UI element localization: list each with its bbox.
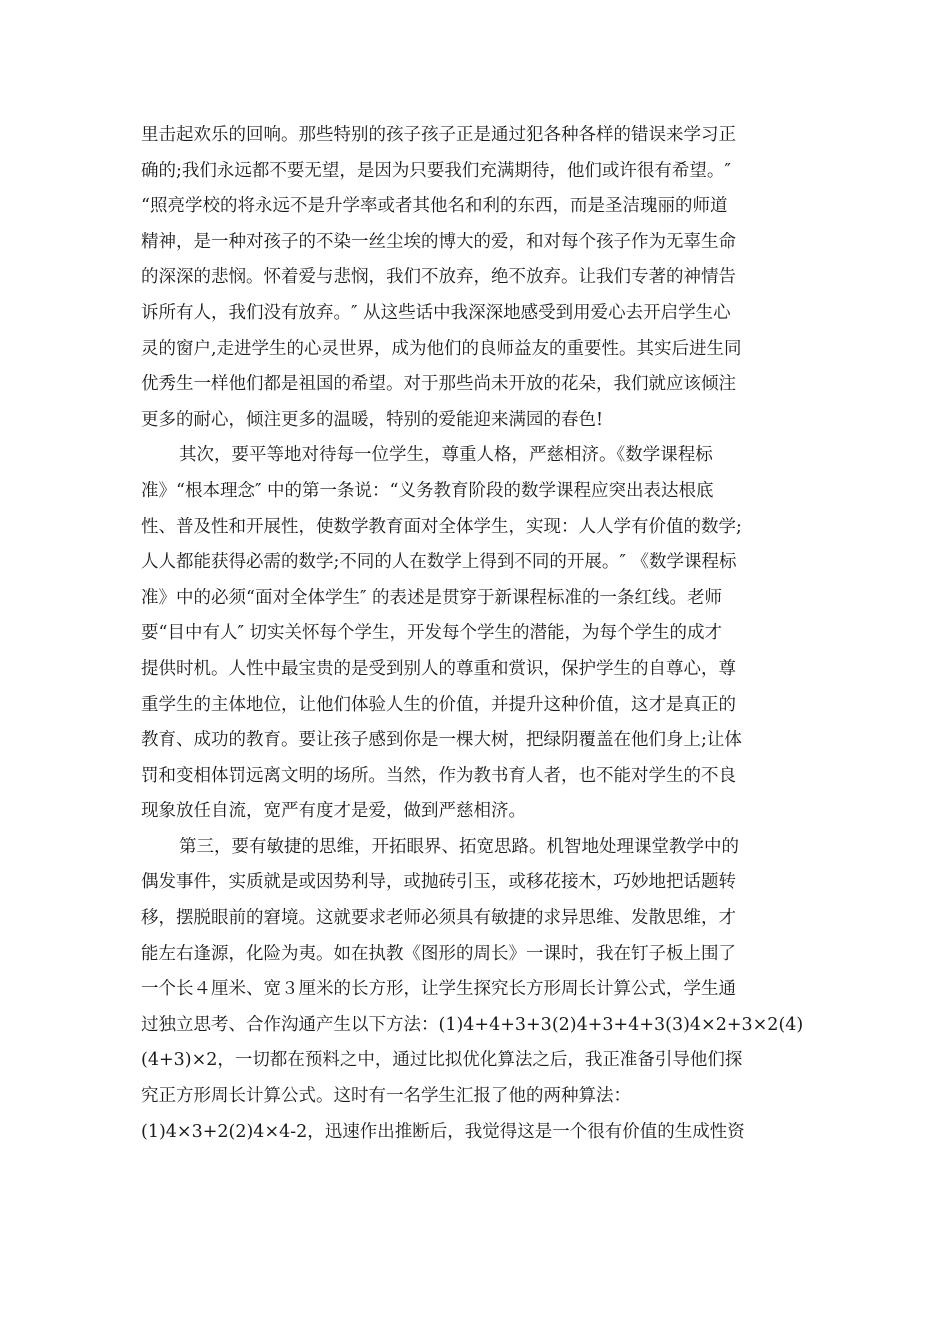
text-line: 教育、成功的教育。要让孩子感到你是一棵大树，把绿阴覆盖在他们身上;让体 [141,730,742,751]
text-line: 移，摆脱眼前的窘境。这就要求老师必须具有敏捷的求异思维、发散思维，才 [141,908,736,929]
text-line: 优秀生一样他们都是祖国的希望。对于那些尚未开放的花朵，我们就应该倾注 [141,374,736,395]
text-line: 更多的耐心，倾注更多的温暖，特别的爱能迎来满园的春色! [141,409,604,430]
text-line: 诉所有人，我们没有放弃。″ 从这些话中我深深地感受到用爱心去开启学生心 [141,302,731,323]
text-line: 人人都能获得必需的数学;不同的人在数学上得到不同的开展。″ 《数学课程标 [141,552,737,573]
text-line: 要“目中有人″ 切实关怀每个学生，开发每个学生的潜能，为每个学生的成才 [141,623,723,644]
text-line: 偶发事件，实质就是或因势利导，或抛砖引玉，或移花接木，巧妙地把话题转 [141,872,736,893]
text-line: 里击起欢乐的回响。那些特别的孩子孩子正是通过犯各种各样的错误来学习正 [141,125,736,145]
text-line: 灵的窗户,走进学生的心灵世界，成为他们的良师益友的重要性。其实后进生同 [141,338,742,359]
text-line: 精神，是一种对孩子的不染一丝尘埃的博大的爱，和对每个孩子作为无辜生命 [141,231,736,252]
body-text [141,118,821,1150]
text-line: 罚和变相体罚远离文明的场所。当然，作为教书育人者，也不能对学生的不良 [141,765,736,786]
text-line: 重学生的主体地位，让他们体验人生的价值，并提升这种价值，这才是真正的 [141,694,736,715]
text-line: 现象放任自流，宽严有度才是爱，做到严慈相济。 [141,801,526,822]
text-line: 准》“根本理念″ 中的第一条说：“义务教育阶段的数学课程应突出表达根底 [141,480,714,501]
text-line: (1)4×3+2(2)4×4-2，迅速作出推断后，我觉得这是一个很有价值的生成性资 [141,1121,745,1142]
paragraph-first-line: 第三，要有敏捷的思维，开拓眼界、拓宽思路。机智地处理课堂教学中的 [179,836,739,857]
text-line: (4+3)×2，一切都在预料之中，通过比拟优化算法之后，我正准备引导他们探 [141,1050,743,1071]
text-line: 过独立思考、合作沟通产生以下方法：(1)4+4+3+3(2)4+3+4+3(3)4×2+3×2(4) [141,1014,804,1035]
text-line: 性、普及性和开展性，使数学教育面对全体学生，实现：人人学有价值的数学; [141,516,742,537]
text-line: 的深深的悲悯。怀着爱与悲悯，我们不放弃，绝不放弃。让我们专著的神情告 [141,267,736,288]
text-line: 确的;我们永远都不要无望，是因为只要我们充满期待，他们或许很有希望。″ [141,160,731,181]
text-line: “照亮学校的将永远不是升学率或者其他名和利的东西，而是圣洁瑰丽的师道 [141,196,728,217]
text-line: 究正方形周长计算公式。这时有一名学生汇报了他的两种算法： [141,1086,631,1107]
text-line: 提供时机。人性中最宝贵的是受到别人的尊重和赏识，保护学生的自尊心，尊 [141,658,736,679]
text-line: 能左右逢源，化险为夷。如在执教《图形的周长》一课时，我在钉子板上围了 [141,943,736,964]
text-line: 准》中的必须“面对全体学生″ 的表述是贯穿于新课程标准的一条红线。老师 [141,587,723,608]
paragraph-first-line: 其次，要平等地对待每一位学生，尊重人格，严慈相济。《数学课程标 [179,445,713,466]
text-line: 一个长４厘米、宽３厘米的长方形，让学生探究长方形周长计算公式，学生通 [141,979,736,1000]
